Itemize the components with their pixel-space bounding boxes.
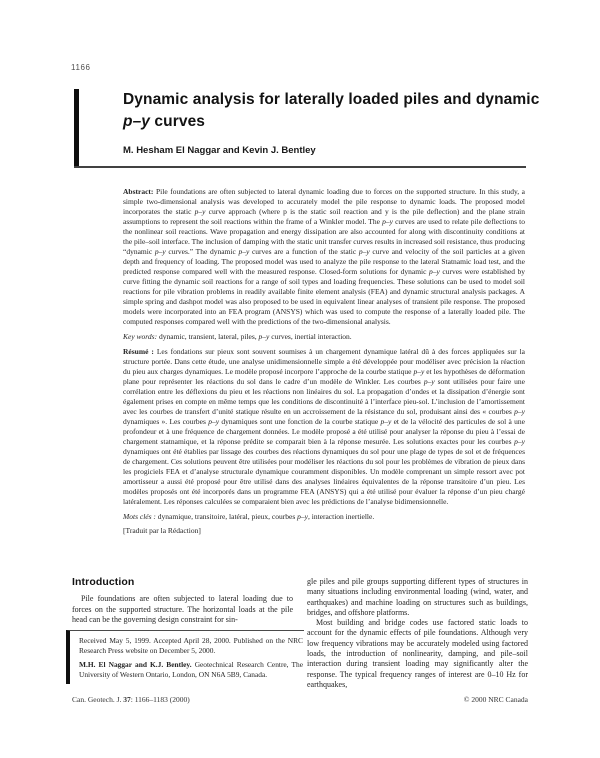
motscles-line (123, 512, 525, 522)
article-authors: M. Hesham El Naggar and Kevin J. Bentley (123, 145, 316, 156)
footnote-box (66, 630, 304, 684)
motscles-text: dynamique, transitoire, latéral, pieux, courbes p–y, interaction inertielle. (157, 512, 375, 521)
introduction-heading: Introduction (72, 576, 135, 588)
keywords-label: Key words: (123, 332, 158, 341)
header-content (123, 89, 540, 156)
right-column (307, 577, 528, 690)
citation-suffix: : 1166–1183 (2000) (130, 695, 190, 704)
footnote-affiliation: Geotechnical Research Centre, The University of Western Ontario, London, ON N6A 5B9, Canada. (79, 660, 304, 680)
abstract-text: Pile foundations are often subjected to lateral dynamic loading due to forces on the supported structure. In this study, a simple two-dimensional analysis was developed to accurately model the pile response to dynamic loads. The proposed model incorporates the static p–y curve approach (where p is the static soil reaction and y is the pile deflection) and the plane strain assumptions to represent the soil reactions within the frame of a Winkler model. The p–y curves are used to relate pile deflections to the nonlinear soil reactions. Wave propagation and energy dissipation are also accounted for along with discontinuity conditions at the pile–soil interface. The inclusion of damping with the static unit transfer curves results in increased soil resistance, thus producing “dynamic p–y curves.” The dynamic p–y curves are a function of the static p–y curve and velocity of the soil particles at a given depth and frequency of loading. The proposed model was used to analyze the pile response to the lateral Statnamic load test, and the predicted response compared well with the measured response. Closed-form solutions for dynamic p–y curves were established by curve fitting the dynamic soil reactions for a range of soil types and loading frequencies. These solutions can be used to model soil reactions for pile vibration problems in readily available finite element analysis (FEA) and dynamic structural analysis packages. A simple spring and dashpot model was also proposed to be used in equivalent linear analyses of transient pile response. The proposed models were incorporated into an FEA program (ANSYS) which was used to compute the response of a laterally loaded pile. The computed responses compared well with the predictions of the two-dimensional analysis. (123, 187, 526, 326)
article-title: Dynamic analysis for laterally loaded piles and dynamic p–y curves (123, 91, 540, 130)
motscles-label: Mots clés : (123, 512, 156, 521)
translation-credit: [Traduit par la Rédaction] (123, 526, 201, 535)
resume-label: Résumé : (123, 347, 154, 356)
page-footer (72, 695, 528, 704)
header-left-bar (74, 89, 79, 167)
citation-prefix: Can. Geotech. J. (72, 695, 122, 704)
affiliation-note (79, 660, 303, 679)
keywords-line (123, 332, 525, 342)
abstract-paragraph (123, 187, 525, 327)
codes-paragraph: Most building and bridge codes use factored static loads to account for the dynamic effects of pile foundations. Although very low frequency vibrations may be accurately modeled using factored loads, the introduction of nonlinearity, damping, and pile–soil interaction during transient loading may significantly alter the response. The typical frequency ranges of interest are 0–10 Hz for earthquakes, (307, 618, 528, 689)
received-note: Received May 5, 1999. Accepted April 28, 2000. Published on the NRC Research Press website on December 5, 2000. (79, 636, 303, 655)
journal-citation (72, 695, 190, 704)
article-header (74, 89, 540, 156)
footnote-authors: M.H. El Naggar and K.J. Bentley. (79, 660, 192, 670)
resume-text: Les fondations sur pieux sont souvent soumises à un chargement dynamique latéral dû à des forces appliquées sur la structure portée. Dans cette étude, une analyse unidimensionnelle simple a été développée pour modéliser avec précision la réaction du pieu aux charges dynamiques. Le modèle proposé incorpore l’approche de la courbe statique p–y et les hypothèses de déformation plane pour représenter les réactions du sol dans le cadre d’un modèle de Winkler. Les courbes p–y sont utilisées pour faire une corrélation entre les déflexions du pieu et les réactions non linéaires du sol. La propagation d’ondes et la dissipation d’énergie sont également prises en compte en même temps que les conditions de discontinuité à l’interface pieu-sol. L’inclusion de l’amortissement avec les courbes de transfert d’unité statique résulte en un accroissement de la résistance du sol, produisant ainsi des « courbes p–y dynamiques ». Les courbes p–y dynamiques sont une fonction de la courbe statique p–y et de la vélocité des particules de sol à une profondeur et à une fréquence de chargement données. Le modèle proposé a été utilisé pour analyser la réponse du pieu à l’essai de chargement statnamique, et la réponse prédite se comparait bien à la réponse mesurée. Les solutions exactes pour les courbes p–y dynamiques ont été établies par lissage des courbes des réactions dynamiques du sol pour une plage de types de sol et de fréquences de chargement. Ces solutions peuvent être utilisées pour modéliser les réactions du sol pour les problèmes de vibration de pieux dans les progiciels FEA et d’analyse structurale dynamique couramment disponibles. Un modèle comprenant un simple ressort avec pot amortisseur a aussi été proposé pour être utilisé dans des analyses linéaires équivalentes de la réponse transitoire d’un pieu. Les modèles proposés ont été incorporés dans un programme FEA (ANSYS) qui a été utilisé pour évaluer la réponse d’un pieu chargé latéralement. Les réponses calculées se comparaient bien avec les prédictions de l’analyse bidimensionnelle. (123, 347, 525, 506)
resume-paragraph (123, 347, 525, 507)
introduction-paragraph-continued: gle piles and pile groups supporting different types of structures in many situations including environmental loading (wind, water, and earthquakes) and machine loading on structures such as buildings, bridges, and offshore platforms. (307, 577, 528, 617)
citation-volume: 37 (123, 695, 131, 704)
keywords-text: dynamic, transient, lateral, piles, p–y curves, inertial interaction. (158, 332, 352, 341)
header-divider-rule (74, 166, 526, 168)
introduction-paragraph: Pile foundations are often subjected to lateral loading due to forces on the supported structure. The horizontal loads at the pile head can be the governing design constraint for sin- (72, 594, 293, 624)
page-number: 1166 (71, 63, 91, 72)
copyright-notice: © 2000 NRC Canada (463, 695, 528, 704)
abstract-label: Abstract: (123, 187, 154, 196)
front-matter (123, 187, 525, 536)
